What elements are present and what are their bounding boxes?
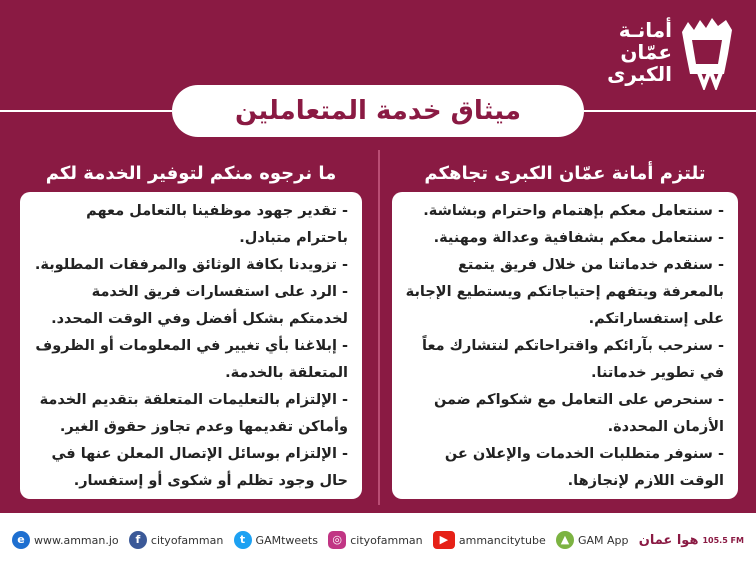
facebook-icon: f xyxy=(129,531,147,549)
list-item: - سنحرص على التعامل مع شكواكم ضمن الأزمان المحددة. xyxy=(433,392,724,435)
android-icon: ▲ xyxy=(556,531,574,549)
logo-line-3: الكبرى xyxy=(607,62,672,86)
right-column-panel xyxy=(392,192,738,499)
amman-logo xyxy=(607,14,736,90)
website-text: www.amman.jo xyxy=(34,533,119,547)
list-item: - سنقدم خدماتنا من خلال فريق يتمتع بالمعرفة ويتفهم إحتياجاتكم ويستطيع الإجابة على إستفساراتكم. xyxy=(405,257,724,327)
twitter-link[interactable] xyxy=(234,531,318,549)
instagram-text: cityofamman xyxy=(350,533,423,547)
facebook-text: cityofamman xyxy=(150,533,224,547)
youtube-text: ammancitytube xyxy=(458,533,546,547)
app-link[interactable] xyxy=(556,531,629,549)
instagram-link[interactable] xyxy=(328,531,422,549)
list-item: - تزويدنا بكافة الوثائق والمرفقات المطلوبة. xyxy=(34,257,348,273)
app-text: GAM App xyxy=(577,533,629,547)
list-item: - الرد على استفسارات فريق الخدمة لخدمتكم بشكل أفضل وفي الوقت المحدد. xyxy=(51,284,348,327)
logo-line-1: أمانـة xyxy=(618,18,672,42)
website-link[interactable] xyxy=(12,531,119,549)
list-item: - سنوفر متطلبات الخدمات والإعلان عن الوقت اللازم لإنجازها. xyxy=(444,446,724,489)
right-column-heading: تلتزم أمانة عمّان الكبرى تجاهكم xyxy=(424,163,706,184)
left-column-list xyxy=(30,198,348,495)
youtube-link[interactable] xyxy=(433,531,546,549)
twitter-icon: t xyxy=(234,531,252,549)
twitter-text: GAMtweets xyxy=(255,533,318,547)
logo-wordmark xyxy=(607,19,672,85)
instagram-icon: ◎ xyxy=(328,531,346,549)
column-divider xyxy=(378,150,380,505)
list-item: - الإلتزام بوسائل الإتصال المعلن عنها في حال وجود تظلم أو شكوى أو إستفسار. xyxy=(51,446,348,489)
footer-bar xyxy=(0,513,756,567)
list-item: - سنتعامل معكم بإهتمام واحترام وبشاشة. xyxy=(423,203,724,219)
left-column-panel xyxy=(20,192,362,499)
logo-line-2: عمّان xyxy=(620,40,672,64)
list-item: - إبلاغنا بأي تغيير في المعلومات أو الظروف المتعلقة بالخدمة. xyxy=(35,338,348,381)
youtube-icon: ▶ xyxy=(433,531,455,549)
title-rule-left xyxy=(0,110,172,112)
list-item: - تقدير جهود موظفينا بالتعامل معهم باحترام متبادل. xyxy=(86,203,348,246)
radio-brand[interactable] xyxy=(639,533,744,548)
list-item: - سنرحب بآرائكم واقتراحاتكم لنتشارك معاً في تطوير خدماتنا. xyxy=(422,338,724,381)
radio-name: هوا عمان xyxy=(638,532,699,548)
radio-frequency: 105.5 FM xyxy=(702,535,744,545)
globe-icon: e xyxy=(12,531,30,549)
left-column-heading: ما نرجوه منكم لتوفير الخدمة لكم xyxy=(45,163,337,184)
right-column-list xyxy=(402,198,724,495)
amman-logo-icon xyxy=(678,14,736,90)
page-title: ميثاق خدمة المتعاملين xyxy=(172,85,584,137)
list-item: - الإلتزام بالتعليمات المتعلقة بتقديم الخدمة وأماكن تقديمها وعدم تجاوز حقوق الغير. xyxy=(39,392,348,435)
title-rule-right xyxy=(584,110,756,112)
list-item: - سنتعامل معكم بشفافية وعدالة ومهنية. xyxy=(433,230,724,246)
facebook-link[interactable] xyxy=(129,531,223,549)
